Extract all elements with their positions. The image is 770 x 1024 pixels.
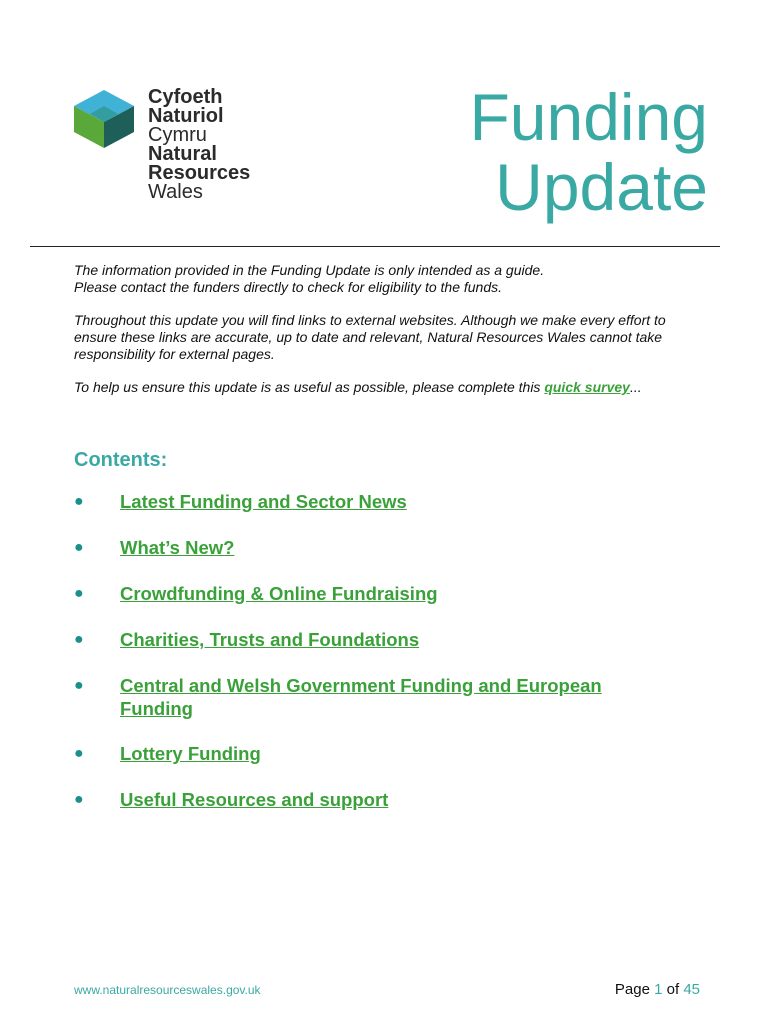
intro-paragraph-1	[74, 262, 694, 296]
logo-line-cyfoeth: Cyfoeth	[148, 86, 223, 108]
contents-list	[74, 490, 634, 834]
logo-wordmark	[148, 88, 250, 202]
bullet-icon: ●	[74, 631, 84, 648]
toc-item	[74, 490, 634, 536]
toc-link-government-funding[interactable]: Central and Welsh Government Funding and European Funding	[120, 675, 602, 719]
logo-line-naturiol: Naturiol	[148, 105, 224, 127]
page-of: of	[662, 981, 684, 998]
nrw-logo	[72, 88, 272, 208]
toc-item	[74, 674, 634, 742]
bullet-icon: ●	[74, 539, 84, 556]
page-total: 45	[683, 981, 700, 998]
bullet-icon: ●	[74, 585, 84, 602]
toc-link-latest-funding[interactable]: Latest Funding and Sector News	[120, 491, 407, 512]
toc-item	[74, 582, 634, 628]
intro-p1-line2: Please contact the funders directly to check for eligibility to the funds.	[74, 279, 503, 295]
contents-heading: Contents:	[74, 449, 168, 471]
logo-line-cymru: Cymru	[148, 124, 207, 146]
logo-line-resources: Resources	[148, 162, 251, 184]
bullet-icon: ●	[74, 677, 84, 694]
page-number	[615, 981, 700, 998]
toc-item	[74, 742, 634, 788]
footer-url: www.naturalresourceswales.gov.uk	[74, 983, 261, 997]
title-line-1: Funding	[469, 80, 708, 154]
bullet-icon: ●	[74, 791, 84, 808]
toc-link-crowdfunding[interactable]: Crowdfunding & Online Fundraising	[120, 583, 438, 604]
toc-link-resources[interactable]: Useful Resources and support	[120, 789, 389, 810]
bullet-icon: ●	[74, 745, 84, 762]
quick-survey-link[interactable]: quick survey	[544, 379, 630, 395]
intro-paragraph-3	[74, 379, 694, 396]
toc-link-lottery[interactable]: Lottery Funding	[120, 743, 261, 764]
logo-line-natural: Natural	[148, 143, 217, 165]
page-title	[469, 82, 708, 222]
title-line-2: Update	[495, 150, 708, 224]
intro-p1-line1: The information provided in the Funding Update is only intended as a guide.	[74, 262, 545, 278]
toc-item	[74, 536, 634, 582]
page-prefix: Page	[614, 981, 655, 998]
hexagon-logo-icon	[72, 88, 136, 150]
intro-paragraph-2: Throughout this update you will find links to external websites. Although we make every effort to ensure these links are accurate, up to date and relevant, Natural Resources Wales cannot take responsibility for external pages.	[74, 312, 666, 362]
survey-ellipsis: ...	[629, 379, 642, 395]
toc-link-charities[interactable]: Charities, Trusts and Foundations	[120, 629, 420, 650]
header-divider	[30, 246, 720, 247]
bullet-icon: ●	[74, 493, 84, 510]
toc-item	[74, 788, 634, 834]
toc-link-whats-new[interactable]: What’s New?	[120, 537, 235, 558]
page-current: 1	[654, 981, 663, 998]
toc-item	[74, 628, 634, 674]
logo-line-wales: Wales	[148, 181, 203, 203]
survey-prompt: To help us ensure this update is as useful as possible, please complete this	[74, 379, 545, 395]
intro-text	[74, 262, 694, 412]
